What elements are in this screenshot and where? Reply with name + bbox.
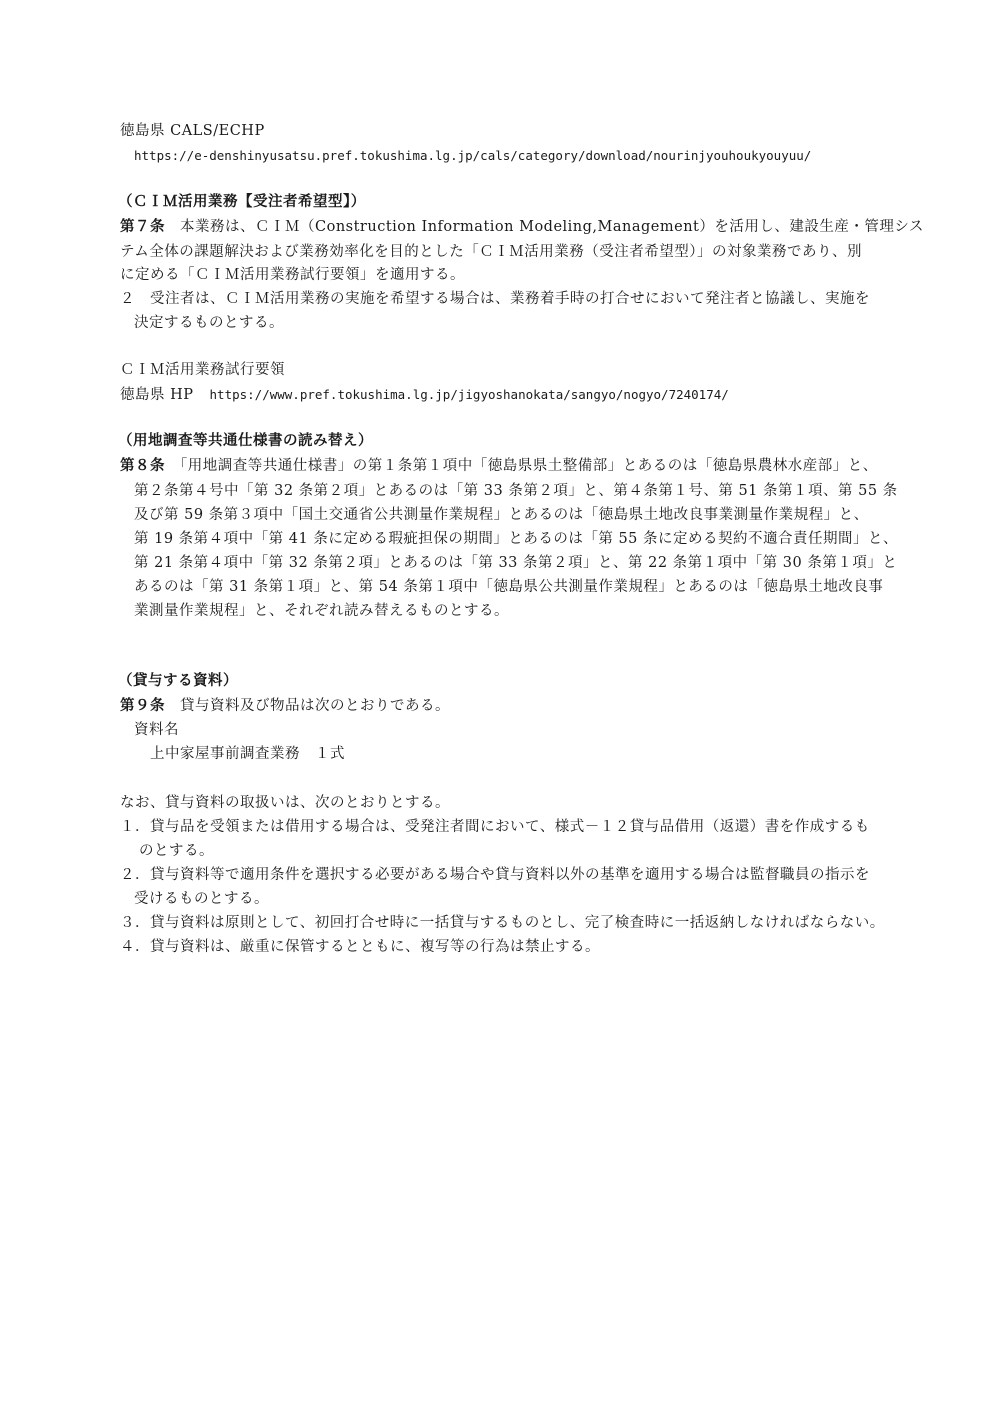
article-8-line-7: 業測量作業規程」と、それぞれ読み替えるものとする。 bbox=[134, 603, 509, 619]
article-9-heading: （貸与する資料） bbox=[118, 673, 238, 689]
article-8-line-4: 第 19 条第４項中「第 41 条に定める瑕疵担保の期間」とあるのは「第 55 条に定める契約不適合責任期間」と、 bbox=[134, 531, 899, 547]
article-8-line-3: 及び第 59 条第３項中「国土交通省公共測量作業規程」とあるのは「徳島県土地改良事業測量作業規程」と、 bbox=[134, 507, 869, 523]
article-7-number: 第７条 bbox=[120, 219, 165, 235]
rule-1-line-2: のとする。 bbox=[139, 843, 214, 859]
item-label: 資料名 bbox=[134, 722, 179, 738]
rule-1-line-1: １．貸与品を受領または借用する場合は、受発注者間において、様式－１２貸与品借用（返還）書を作成するも bbox=[120, 819, 870, 835]
article-7-heading: （ＣＩＭ活用業務【受注者希望型】） bbox=[118, 194, 366, 210]
article-8-line-1: 第８条 「用地調査等共通仕様書」の第１条第１項中「徳島県県土整備部」とあるのは「徳島県農林水産部」と、 bbox=[120, 458, 878, 474]
cim-guideline-title: ＣＩＭ活用業務試行要領 bbox=[120, 362, 285, 378]
rule-2-line-1: ２．貸与資料等で適用条件を選択する必要がある場合や貸与資料以外の基準を適用する場合は監督職員の指示を bbox=[120, 867, 870, 883]
cim-guideline-url[interactable]: https://www.pref.tokushima.lg.jp/jigyoshanokata/sangyo/nogyo/7240174/ bbox=[209, 387, 729, 402]
item-value: 上中家屋事前調査業務 １式 bbox=[150, 746, 345, 762]
article-7-line-3: に定める「ＣＩＭ活用業務試行要領」を適用する。 bbox=[120, 267, 465, 283]
cim-guideline-link-line bbox=[120, 385, 729, 405]
rule-2-line-2: 受けるものとする。 bbox=[134, 891, 269, 907]
article-9-line-1: 第９条 貸与資料及び物品は次のとおりである。 bbox=[120, 698, 450, 714]
handling-intro: なお、貸与資料の取扱いは、次のとおりとする。 bbox=[120, 795, 450, 811]
article-8-number: 第８条 bbox=[120, 458, 165, 474]
article-7-line-1: 第７条 本業務は、ＣＩＭ（Construction Information Modeling,Management）を活用し、建設生産・管理シス bbox=[120, 219, 924, 235]
rule-4: ４．貸与資料は、厳重に保管するとともに、複写等の行為は禁止する。 bbox=[120, 939, 600, 955]
article-7-line-2: テム全体の課題解決および業務効率化を目的とした「ＣＩＭ活用業務（受注者希望型）」の対象業務であり、別 bbox=[120, 244, 863, 260]
article-7-para2-line-2: 決定するものとする。 bbox=[134, 315, 284, 331]
hp-label: 徳島県 HP bbox=[120, 387, 194, 403]
cals-url[interactable]: https://e-denshinyusatsu.pref.tokushima.lg.jp/cals/category/download/nourinjyouhoukyouyuu/ bbox=[134, 148, 812, 163]
article-7-para2-line-1: ２ 受注者は、ＣＩＭ活用業務の実施を希望する場合は、業務着手時の打合せにおいて発注者と協議し、実施を bbox=[120, 291, 870, 307]
article-8-line-2: 第２条第４号中「第 32 条第２項」とあるのは「第 33 条第２項」と、第４条第１号、第 51 条第１項、第 55 条 bbox=[134, 483, 898, 499]
article-8-line-6: あるのは「第 31 条第１項」と、第 54 条第１項中「徳島県公共測量作業規程」とあるのは「徳島県土地改良事 bbox=[134, 579, 884, 595]
article-9-number: 第９条 bbox=[120, 698, 165, 714]
article-8-line-5: 第 21 条第４項中「第 32 条第２項」とあるのは「第 33 条第２項」と、第 22 条第１項中「第 30 条第１項」と bbox=[134, 555, 898, 571]
cals-label: 徳島県 CALS/ECHP bbox=[120, 123, 265, 139]
article-8-heading: （用地調査等共通仕様書の読み替え） bbox=[118, 433, 373, 449]
rule-3: ３．貸与資料は原則として、初回打合せ時に一括貸与するものとし、完了検査時に一括返納しなければならない。 bbox=[120, 915, 885, 931]
